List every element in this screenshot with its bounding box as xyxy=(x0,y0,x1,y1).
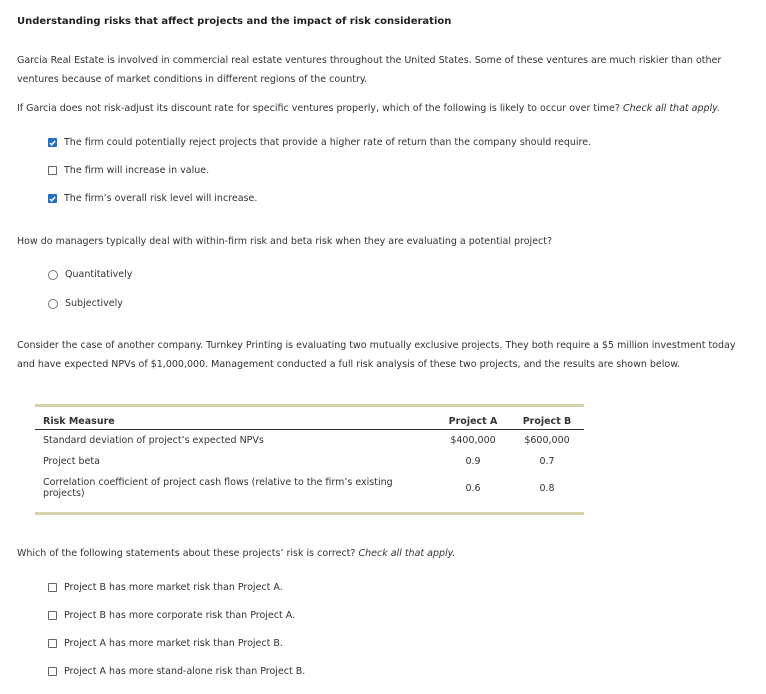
q2-prompt: How do managers typically deal with within-firm risk and beta risk when they are evaluating a potential project? xyxy=(17,236,553,247)
row-label: Project beta xyxy=(43,456,100,467)
project-b-value: 0.7 xyxy=(539,456,555,467)
q3-prompt-text: Which of the following statements about these projects’ risk is correct? xyxy=(17,548,356,559)
row-label: Standard deviation of project’s expected NPVs xyxy=(43,435,264,446)
page-title: Understanding risks that affect projects and the impact of risk consideration xyxy=(17,16,452,27)
q3-prompt xyxy=(17,548,456,559)
checkbox-icon[interactable] xyxy=(48,166,57,175)
q2-option-2-label: Subjectively xyxy=(65,298,123,309)
q3-option-4[interactable] xyxy=(48,666,305,677)
project-a-value: $400,000 xyxy=(450,435,496,446)
q3-option-2-label: Project B has more corporate risk than Project A. xyxy=(64,610,296,621)
header-project-a: Project A xyxy=(436,407,510,430)
checkbox-icon[interactable] xyxy=(48,583,57,592)
q2-option-quantitatively[interactable] xyxy=(48,269,132,280)
header-project-b: Project B xyxy=(510,407,584,430)
project-b-value: 0.8 xyxy=(539,482,555,494)
q1-option-2[interactable] xyxy=(48,165,209,176)
q1-prompt-text: If Garcia does not risk-adjust its discount rate for specific ventures properly, which of the following is likely to occur over time? xyxy=(17,103,620,114)
table-row xyxy=(35,450,584,471)
q3-option-1-label: Project B has more market risk than Project A. xyxy=(64,582,283,593)
q1-option-2-label: The firm will increase in value. xyxy=(64,165,210,176)
radio-icon[interactable] xyxy=(48,270,58,280)
case-paragraph: Consider the case of another company. Turnkey Printing is evaluating two mutually exclusive projects. They both require a $5 million investment today and have expected NPVs of $1,000,000. Management conducted a full risk analysis of these two projects, and the results are shown below. xyxy=(17,340,736,370)
q3-option-3-label: Project A has more market risk than Project B. xyxy=(64,638,283,649)
checkbox-icon[interactable] xyxy=(48,667,57,676)
q3-option-1[interactable] xyxy=(48,582,283,593)
project-a-value: 0.6 xyxy=(465,482,481,494)
q2-option-subjectively[interactable] xyxy=(48,298,123,309)
q1-option-1[interactable] xyxy=(48,137,591,148)
q1-option-3[interactable] xyxy=(48,193,257,204)
project-b-value: $600,000 xyxy=(524,435,570,446)
project-a-value: 0.9 xyxy=(465,456,481,467)
q1-option-3-label: The firm’s overall risk level will increase. xyxy=(64,193,258,204)
q2-option-1-label: Quantitatively xyxy=(65,269,133,280)
checkbox-checked-icon[interactable] xyxy=(48,138,57,147)
checkbox-icon[interactable] xyxy=(48,639,57,648)
header-risk-measure: Risk Measure xyxy=(35,407,436,430)
checkbox-icon[interactable] xyxy=(48,611,57,620)
intro-paragraph: Garcia Real Estate is involved in commercial real estate ventures throughout the United States. Some of these ventures are much riskier than other ventures because of market conditions in different regions of the country. xyxy=(17,55,722,85)
risk-table xyxy=(35,404,584,515)
table-row xyxy=(35,430,584,451)
q1-option-1-label: The firm could potentially reject projects that provide a higher rate of return than the company should require. xyxy=(64,137,592,148)
q3-option-4-label: Project A has more stand-alone risk than Project B. xyxy=(64,666,306,677)
q1-instruction: Check all that apply. xyxy=(622,103,721,114)
table-header-row xyxy=(35,407,584,430)
q3-option-2[interactable] xyxy=(48,610,295,621)
radio-icon[interactable] xyxy=(48,299,58,309)
q3-instruction: Check all that apply. xyxy=(358,548,456,559)
q1-prompt xyxy=(17,103,720,114)
table-row xyxy=(35,471,584,512)
q3-option-3[interactable] xyxy=(48,638,283,649)
row-label: Correlation coefficient of project cash flows (relative to the firm’s existing projects) xyxy=(43,477,393,499)
checkbox-checked-icon[interactable] xyxy=(48,194,57,203)
